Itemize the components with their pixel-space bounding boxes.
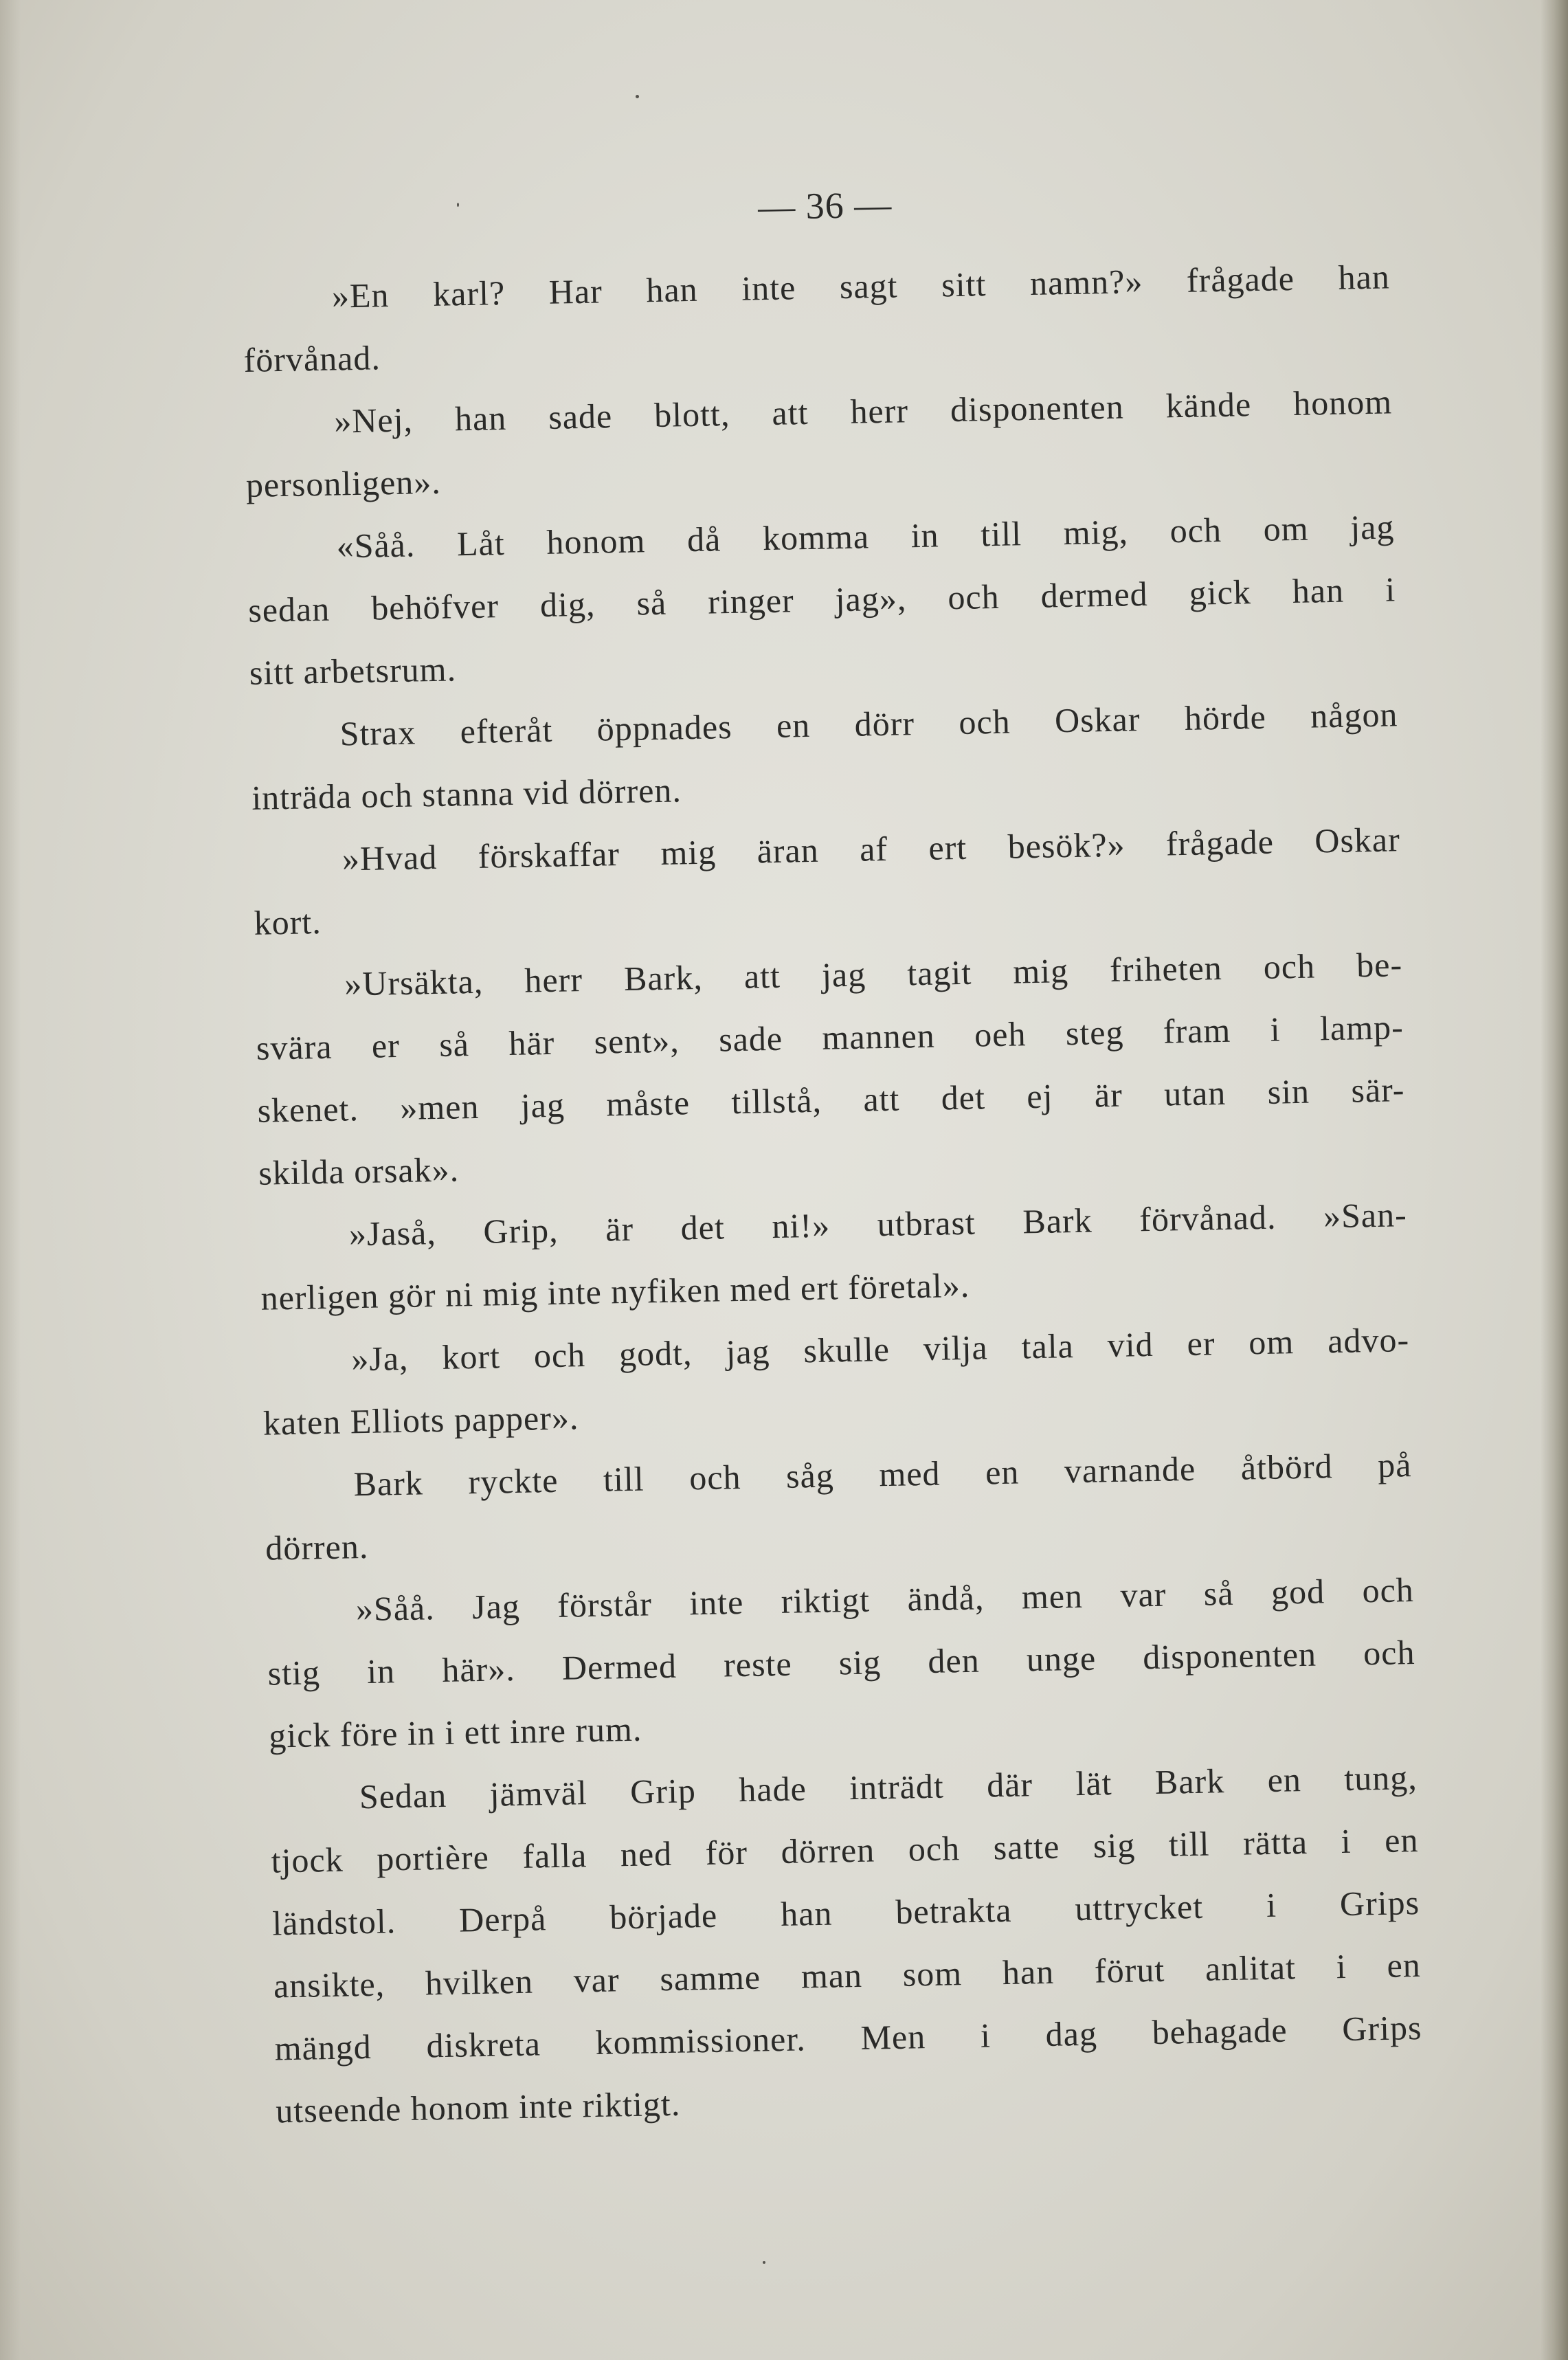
text-line: katen Elliots papper». xyxy=(262,1398,579,1443)
text-line: Strax efteråt öppnades en dörr och Oskar hörde någon xyxy=(339,695,1398,753)
text-line: skilda orsak». xyxy=(258,1150,460,1192)
text-line: personligen». xyxy=(245,462,442,504)
text-line: Sedan jämväl Grip hade inträdt där lät Bark en tung, xyxy=(359,1758,1418,1816)
page-binding-edge xyxy=(1541,0,1568,2360)
text-line: svära er så här sent», sade mannen oeh steg fram i lamp- xyxy=(256,1008,1404,1067)
text-line: mängd diskreta kommissioner. Men i dag behagade Grips xyxy=(274,2007,1422,2068)
text-line: stig in här». Dermed reste sig den unge disponenten och xyxy=(267,1633,1415,1693)
text-line: inträda och stanna vid dörren. xyxy=(251,770,682,817)
text-line: gick före in i ett inre rum. xyxy=(268,1709,642,1755)
text-line: »Såå. Jag förstår inte riktigt ändå, men var så god och xyxy=(355,1570,1415,1629)
text-line: »Jaså, Grip, är det ni!» utbrast Bark förvånad. »San- xyxy=(348,1195,1408,1254)
page-text xyxy=(240,164,1424,2142)
page-number: — 36 — xyxy=(757,183,893,228)
text-line: tjock portière falla ned för dörren och satte sig till rätta i en xyxy=(271,1820,1419,1880)
text-line: förvånad. xyxy=(243,338,381,379)
paper-speck xyxy=(763,2261,765,2264)
text-line: »Nej, han sade blott, att herr disponenten kände honom xyxy=(333,382,1393,441)
text-line: Bark ryckte till och såg med en varnande åtbörd på xyxy=(353,1445,1412,1504)
text-line: »Hvad förskaffar mig äran af ert besök?» frågade Oskar xyxy=(341,820,1401,878)
text-line: »En karl? Har han inte sagt sitt namn?» frågade han xyxy=(331,257,1391,315)
text-line: ansikte, hvilken var samme man som han förut anlitat i en xyxy=(273,1945,1422,2005)
text-line: ländstol. Derpå började han betrakta uttrycket i Grips xyxy=(271,1882,1420,1943)
page-left-edge xyxy=(0,0,21,2360)
text-line: »Ja, kort och godt, jag skulle vilja tala vid er om advo- xyxy=(350,1320,1410,1379)
text-line: «Såå. Låt honom då komma in till mig, och om jag xyxy=(336,507,1395,566)
text-line: skenet. »men jag måste tillstå, att det ej är utan sin sär- xyxy=(257,1070,1405,1130)
text-line: kort. xyxy=(254,902,322,942)
paper-speck xyxy=(636,95,639,98)
text-line: dörren. xyxy=(265,1526,369,1568)
text-line: nerligen gör ni mig inte nyfiken med ert företal». xyxy=(260,1265,970,1317)
text-line: »Ursäkta, herr Bark, att jag tagit mig friheten och be- xyxy=(344,945,1403,1003)
text-line: sitt arbetsrum. xyxy=(249,649,457,692)
text-line: utseende honom inte riktigt. xyxy=(275,2084,681,2130)
text-line: sedan behöfver dig, så ringer jag», och dermed gick han i xyxy=(247,570,1396,630)
